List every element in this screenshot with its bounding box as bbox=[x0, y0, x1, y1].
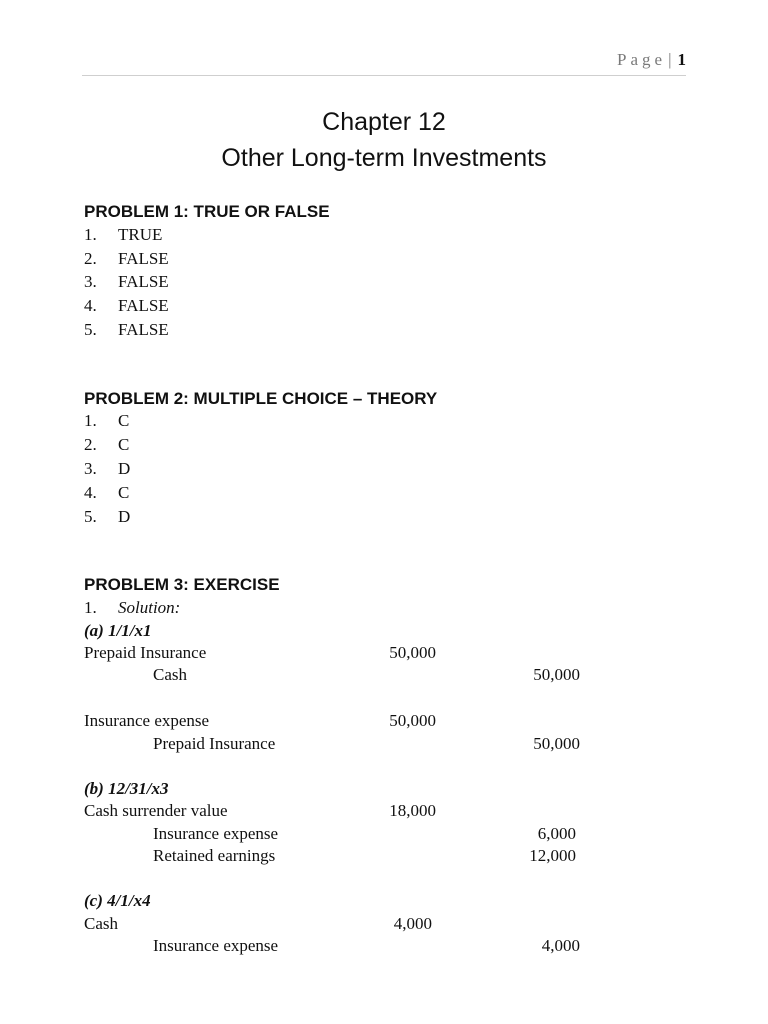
journal-debit-amount: 18,000 bbox=[389, 801, 436, 820]
list-number: 1. bbox=[84, 225, 97, 244]
list-item: C bbox=[118, 435, 130, 454]
journal-credit-account: Retained earnings bbox=[153, 846, 276, 865]
journal-debit-amount: 4,000 bbox=[393, 914, 432, 933]
problem2-heading: PROBLEM 2: MULTIPLE CHOICE – THEORY bbox=[84, 389, 438, 408]
list-item: C bbox=[118, 483, 130, 502]
list-item: FALSE bbox=[118, 249, 169, 268]
solution-label: Solution: bbox=[118, 598, 181, 617]
list-number: 2. bbox=[84, 435, 97, 454]
list-item: TRUE bbox=[118, 225, 163, 244]
journal-credit-amount: 4,000 bbox=[541, 936, 580, 955]
list-item: D bbox=[118, 459, 131, 478]
journal-credit-account: Cash bbox=[153, 665, 187, 684]
problem3-heading: PROBLEM 3: EXERCISE bbox=[84, 575, 280, 594]
list-item: D bbox=[118, 507, 131, 526]
list-number: 4. bbox=[84, 483, 97, 502]
chapter-title: Chapter 12 bbox=[322, 108, 446, 136]
page-header bbox=[82, 50, 686, 70]
journal-credit-account: Insurance expense bbox=[153, 824, 279, 843]
journal-credit-amount: 50,000 bbox=[533, 665, 580, 684]
list-item: FALSE bbox=[118, 296, 169, 315]
journal-credit-account: Prepaid Insurance bbox=[153, 734, 276, 753]
journal-debit-account: Prepaid Insurance bbox=[84, 643, 207, 662]
journal-debit-account: Cash surrender value bbox=[84, 801, 228, 820]
list-number: 1. bbox=[84, 411, 97, 430]
journal-debit-account: Cash bbox=[84, 914, 118, 933]
page-separator: | bbox=[668, 50, 672, 69]
problem1-heading: PROBLEM 1: TRUE OR FALSE bbox=[84, 202, 330, 221]
list-number: 2. bbox=[84, 249, 97, 268]
list-item: FALSE bbox=[118, 272, 169, 291]
header-rule bbox=[82, 75, 686, 76]
journal-debit-amount: 50,000 bbox=[389, 711, 436, 730]
list-number: 4. bbox=[84, 296, 97, 315]
list-number: 5. bbox=[84, 507, 97, 526]
part-c-label: (c) 4/1/x4 bbox=[84, 891, 151, 910]
list-item: FALSE bbox=[118, 320, 169, 339]
exercise-number: 1. bbox=[84, 598, 97, 617]
list-number: 3. bbox=[84, 459, 97, 478]
journal-credit-amount: 6,000 bbox=[537, 824, 576, 843]
journal-credit-amount: 12,000 bbox=[529, 846, 576, 865]
journal-debit-account: Insurance expense bbox=[84, 711, 210, 730]
journal-debit-amount: 50,000 bbox=[389, 643, 436, 662]
page-word: Page bbox=[617, 50, 667, 69]
journal-credit-account: Insurance expense bbox=[153, 936, 279, 955]
chapter-subtitle: Other Long-term Investments bbox=[221, 144, 547, 172]
list-number: 3. bbox=[84, 272, 97, 291]
journal-credit-amount: 50,000 bbox=[533, 734, 580, 753]
list-number: 5. bbox=[84, 320, 97, 339]
part-b-label: (b) 12/31/x3 bbox=[84, 779, 169, 798]
part-a-label: (a) 1/1/x1 bbox=[84, 621, 152, 640]
list-item: C bbox=[118, 411, 130, 430]
page-number: 1 bbox=[677, 50, 686, 69]
